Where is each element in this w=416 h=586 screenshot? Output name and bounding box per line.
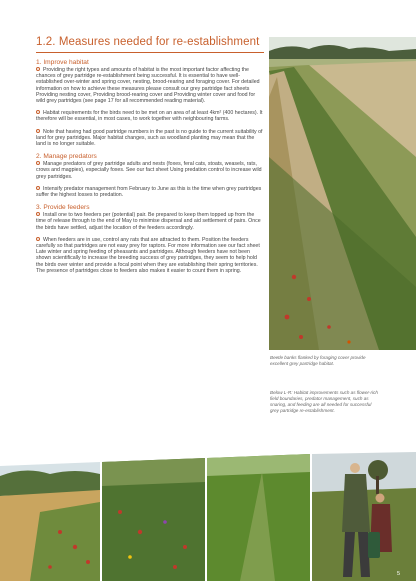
page-number: 5 (397, 571, 401, 577)
paragraph-text: When feeders are in use, control any rats that are attracted to them. Position the feeders carefully so that partridges are not easy prey for raptors. For more information see our fact sheet Late winter and spring feeding of pheasants and partridges. Although feeders have not been shown scientifically to increase the breeding success of grey partridges, they seem to help hold the birds over winter and provide a focal point when they are establishing their spring territories. The presence of partridges close to feeders also makes it easier to count them in spring. (36, 236, 260, 274)
bullet-icon (36, 67, 40, 71)
bullet-icon (36, 212, 40, 216)
section-heading: 3. Provide feeders (36, 204, 90, 212)
bullet-icon (36, 161, 40, 165)
bottom-photos-caption: Below L-R: Habitat improvements such as flower-rich field boundaries, predator management, such as snaring, and feeding are all needed for successful grey partridge re-establishment. (270, 390, 378, 413)
flower-field-photo (0, 462, 100, 581)
paragraph (36, 237, 264, 274)
paragraph (36, 110, 264, 122)
page-title: 1.2. Measures needed for re-establishment (36, 36, 260, 48)
beetle-bank-photo (269, 37, 416, 350)
right-photo-caption: Beetle banks flanked by foraging cover provide excellent grey partridge habitat. (270, 355, 366, 366)
flowers-photo (102, 458, 205, 581)
paragraph-text: Install one to two feeders per (potential) pair. Be prepared to keep them topped up from the time of release through to the end of May to minimise dispersal and aid settlement of pairs. Once the birds have settled, adjust the location of the feeders accordingly. (36, 212, 261, 231)
bullet-icon (36, 129, 40, 133)
paragraph-text: Manage predators of grey partridge adults and nests (foxes, feral cats, stoats, weasels, rats, crows and magpies), especially foxes. See our fact sheet Using predation control to increase wild grey partridges. (36, 161, 262, 180)
section-heading: 2. Manage predators (36, 153, 97, 161)
paragraph (36, 161, 264, 180)
title-rule (36, 52, 264, 53)
bullet-icon (36, 237, 40, 241)
section-provide-feeders (36, 204, 264, 274)
feeder-photo (312, 452, 416, 581)
grass-margin-photo (207, 454, 310, 581)
paragraph-text: Providing the right types and amounts of habitat is the most important factor affecting the chances of grey partridge re-establishment being successful. It is essential to have well-established over-winter and spring cover, nesting, brood-rearing and foraging cover. For detailed information on how to achieve these measures please consult our grey partridge fact sheets Providing nesting cover, Providing brood-rearing cover and Providing winter cover and food for wild grey partridges (see page 17 for all recommended reading material). (36, 67, 260, 105)
section-improve-habitat (36, 59, 264, 147)
body-column (36, 57, 264, 280)
bullet-icon (36, 110, 40, 114)
paragraph-text: Intensify predator management from February to June as this is the time when grey partridges suffer the highest losses to predation. (36, 185, 262, 199)
paragraph-text: Note that having had good partridge numbers in the past is no guide to the current suitability of land for grey partridges. Major habitat changes, such as woodland planting may mean that the land is no longer suitable. (36, 128, 263, 148)
paragraph (36, 129, 264, 148)
paragraph-text: Habitat requirements for the birds need to be met on an area of at least 4km² (400 hectares). It therefore will be essential, in most cases, to work together with neighbouring farms. (36, 110, 263, 123)
section-manage-predators (36, 153, 264, 198)
bottom-photo-strip (0, 452, 416, 581)
bullet-icon (36, 186, 40, 190)
paragraph (36, 212, 264, 231)
section-heading: 1. Improve habitat (36, 59, 89, 66)
paragraph (36, 67, 264, 104)
paragraph (36, 186, 264, 198)
